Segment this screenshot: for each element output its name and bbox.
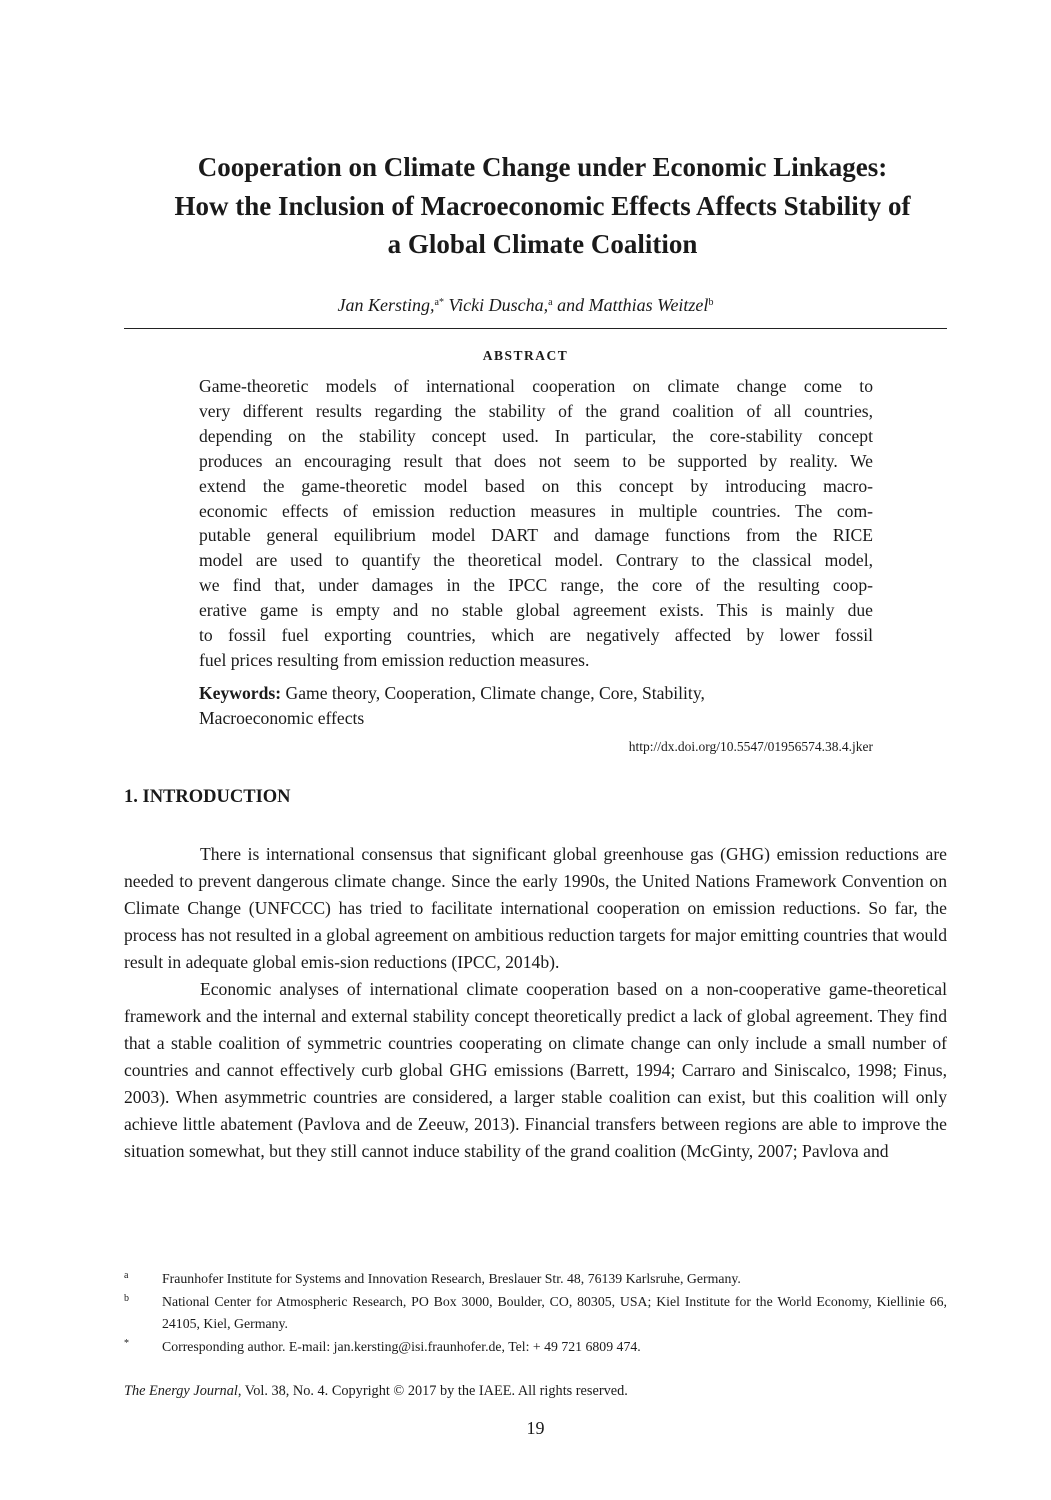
journal-details: , Vol. 38, No. 4. Copyright © 2017 by the IAEE. All rights reserved.	[237, 1383, 628, 1399]
footnote	[124, 1268, 947, 1291]
abstract-line: extend the game-theoretic model based on this concept by introducing macro-	[199, 475, 873, 496]
author-name: and Matthias Weitzel	[557, 295, 709, 315]
doi-link[interactable]: http://dx.doi.org/10.5547/01956574.38.4.jker	[628, 739, 873, 754]
author-list	[0, 295, 1051, 316]
body-text	[124, 841, 947, 1165]
author-affiliation-mark: a*	[434, 297, 444, 308]
abstract-body	[199, 374, 873, 673]
footnote	[124, 1336, 947, 1359]
title-line: Cooperation on Climate Change under Economic Linkages:	[197, 152, 888, 182]
section-heading: 1. INTRODUCTION	[124, 787, 291, 807]
author-name: Vicki Duscha,	[448, 295, 549, 315]
keywords-list: Game theory, Cooperation, Climate change, Core, Stability,	[285, 683, 705, 703]
abstract-line: economic effects of emission reduction measures in multiple countries. The com-	[199, 500, 873, 521]
paper-title	[100, 148, 985, 264]
abstract-line: erative game is empty and no stable global agreement exists. This is mainly due	[199, 600, 873, 621]
abstract-line: depending on the stability concept used. In particular, the core-stability concept	[199, 425, 873, 446]
paragraph: There is international consensus that significant global greenhouse gas (GHG) emission reductions are needed to prevent dangerous climate change. Since the early 1990s, the United Nations Framework Convention on Climate Change (UNFCCC) has tried to facilitate international cooperation on emission reductions. So far, the process has not resulted in a global agreement on ambitious reduction targets for major emitting countries that would result in adequate global emis-sion reductions (IPCC, 2014b).	[124, 844, 947, 972]
author-name: Jan Kersting,	[337, 295, 435, 315]
abstract-line: to fossil fuel exporting countries, which are negatively affected by lower fossil	[199, 625, 873, 646]
journal-citation	[124, 1383, 628, 1400]
author-affiliation-mark: b	[708, 297, 714, 308]
author-affiliation-mark: a	[548, 297, 553, 308]
abstract-line: produces an encouraging result that does not seem to be supported by reality. We	[199, 450, 873, 471]
footnote-mark: *	[124, 1337, 129, 1349]
abstract-line: very different results regarding the stability of the grand coalition of all countries,	[199, 400, 873, 421]
keywords-list-continued: Macroeconomic effects	[199, 707, 365, 728]
footnote-mark: b	[124, 1292, 129, 1304]
paragraph: Economic analyses of international climate cooperation based on a non-cooperative game-theoretical framework and the internal and external stability concept theoretically predict a lack of global agreement. They find that a stable coalition of symmetric countries cooperating on climate change can only include a small number of countries and cannot effectively curb global GHG emissions (Barrett, 1994; Carraro and Siniscalco, 1998; Finus, 2003). When asymmetric countries are considered, a larger stable coalition can exist, but this coalition will only achieve little abatement (Pavlova and de Zeeuw, 2013). Financial transfers between regions are able to improve the situation somewhat, but they still cannot induce stability of the grand coalition (McGinty, 2007; Pavlova and	[124, 979, 947, 1161]
title-line: a Global Climate Coalition	[387, 229, 698, 259]
abstract-heading: ABSTRACT	[482, 348, 569, 363]
abstract-line: Game-theoretic models of international cooperation on climate change come to	[199, 376, 873, 396]
footnote-text: National Center for Atmospheric Research, PO Box 3000, Boulder, CO, 80305, USA; Kiel Institute for the World Economy, Kiellinie 66, 24105, Kiel, Germany.	[162, 1293, 947, 1331]
abstract-line: putable general equilibrium model DART and damage functions from the RICE	[199, 525, 873, 546]
footnote-text: Corresponding author. E-mail: jan.kersting@isi.fraunhofer.de, Tel: + 49 721 6809 474.	[162, 1338, 641, 1354]
page-number: 19	[526, 1418, 545, 1438]
keywords	[199, 681, 873, 731]
keywords-label: Keywords:	[199, 683, 282, 703]
abstract-line: fuel prices resulting from emission reduction measures.	[199, 649, 590, 670]
footnote-text: Fraunhofer Institute for Systems and Innovation Research, Breslauer Str. 48, 76139 Karlsruhe, Germany.	[162, 1271, 741, 1286]
abstract-text	[199, 374, 873, 673]
header-divider	[124, 328, 947, 329]
abstract-line: model are used to quantify the theoretical model. Contrary to the classical model,	[199, 550, 873, 571]
title-line: How the Inclusion of Macroeconomic Effects Affects Stability of	[174, 190, 911, 221]
footnotes	[124, 1268, 947, 1358]
footnote-mark: a	[124, 1270, 129, 1281]
abstract-line: we find that, under damages in the IPCC range, the core of the resulting coop-	[199, 575, 873, 596]
footnote	[124, 1291, 947, 1336]
journal-name: The Energy Journal	[124, 1383, 238, 1399]
